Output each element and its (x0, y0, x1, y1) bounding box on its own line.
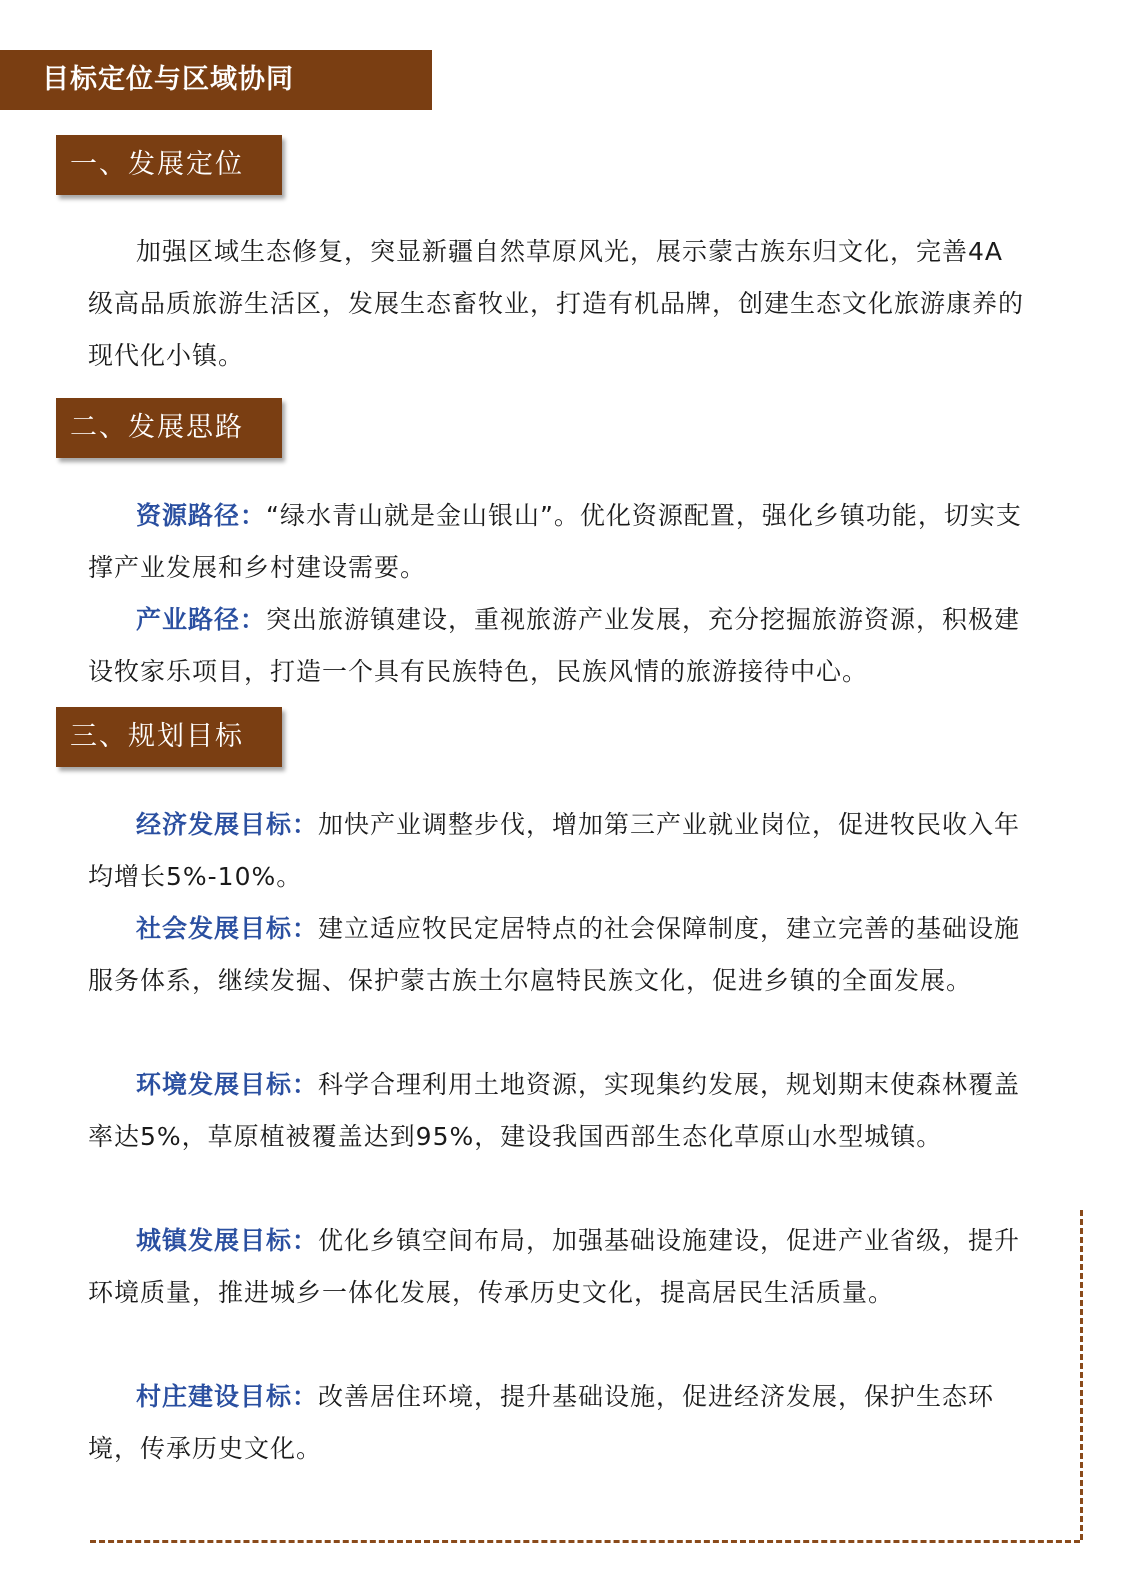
paragraph-environment-goal (88, 1059, 1028, 1163)
page-title-banner: 目标定位与区域协同 (0, 50, 432, 110)
paragraph-economic-goal (88, 799, 1028, 903)
paragraph-village-goal (88, 1371, 1028, 1475)
paragraph-text: 突出旅游镇建设，重视旅游产业发展，充分挖掘旅游资源，积极建设牧家乐项目，打造一个具有民族特色，民族风情的旅游接待中心。 (88, 605, 1021, 686)
paragraph-positioning (88, 226, 1028, 382)
section-heading-goals: 三、规划目标 (56, 707, 282, 767)
paragraph-social-goal (88, 903, 1028, 1007)
section-heading-approach: 二、发展思路 (56, 398, 282, 458)
paragraph-industry-path (88, 594, 1028, 698)
paragraph-label: 环境发展目标： (136, 1070, 319, 1099)
paragraph-label: 社会发展目标： (136, 914, 319, 943)
paragraph-resource-path (88, 490, 1028, 594)
decorative-dashed-border-vertical (1080, 1210, 1083, 1540)
decorative-dashed-border-horizontal (90, 1540, 1080, 1543)
paragraph-label: 城镇发展目标： (136, 1226, 319, 1255)
paragraph-label: 经济发展目标： (136, 810, 319, 839)
paragraph-text: 建立适应牧民定居特点的社会保障制度，建立完善的基础设施服务体系，继续发掘、保护蒙古族土尔扈特民族文化，促进乡镇的全面发展。 (88, 914, 1021, 995)
paragraph-text: 优化乡镇空间布局，加强基础设施建设，促进产业省级，提升环境质量，推进城乡一体化发展，传承历史文化，提高居民生活质量。 (88, 1226, 1021, 1307)
paragraph-label: 产业路径： (136, 605, 267, 634)
paragraph-text: “绿水青山就是金山银山”。优化资源配置，强化乡镇功能，切实支撑产业发展和乡村建设需要。 (88, 501, 1022, 582)
paragraph-label: 资源路径： (136, 501, 267, 530)
section-heading-positioning: 一、发展定位 (56, 135, 282, 195)
paragraph-town-goal (88, 1215, 1028, 1319)
paragraph-text: 改善居住环境，提升基础设施，促进经济发展，保护生态环境，传承历史文化。 (88, 1382, 995, 1463)
paragraph-text: 加强区域生态修复，突显新疆自然草原风光，展示蒙古族东归文化，完善4A级高品质旅游生活区，发展生态畜牧业，打造有机品牌，创建生态文化旅游康养的现代化小镇。 (88, 237, 1025, 370)
paragraph-text: 加快产业调整步伐，增加第三产业就业岗位，促进牧民收入年均增长5%-10%。 (88, 810, 1021, 891)
paragraph-label: 村庄建设目标： (136, 1382, 319, 1411)
paragraph-text: 科学合理利用土地资源，实现集约发展，规划期末使森林覆盖率达5%，草原植被覆盖达到95%，建设我国西部生态化草原山水型城镇。 (88, 1070, 1021, 1151)
